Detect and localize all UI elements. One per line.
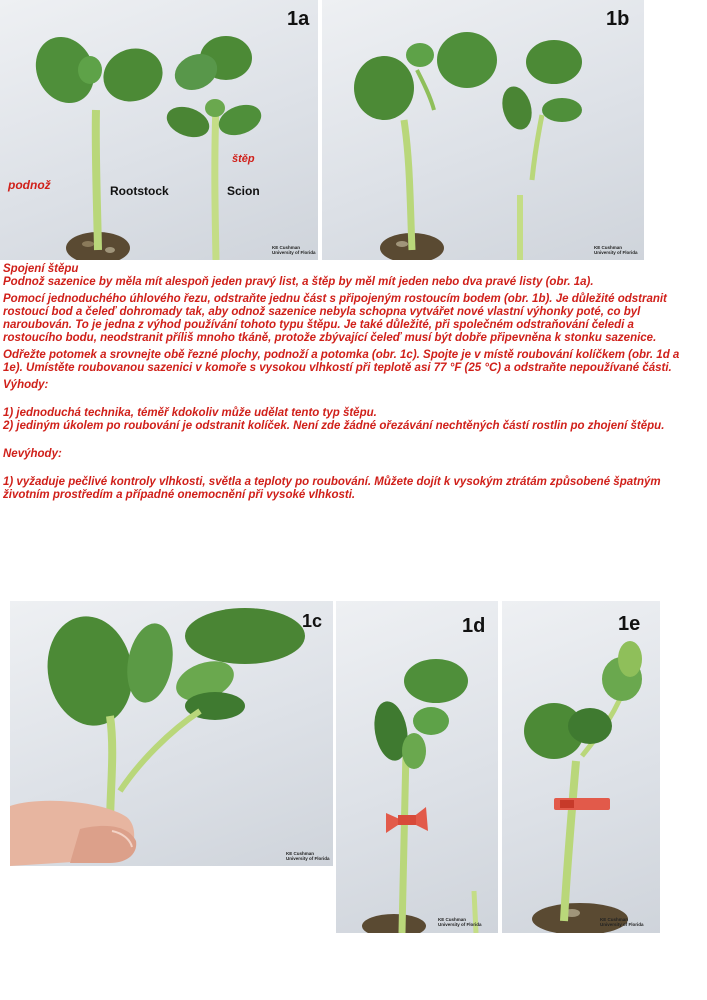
- photo-1c-label: 1c: [302, 611, 323, 631]
- scion-label-en: Scion: [227, 184, 260, 198]
- section-heading: Spojení štěpu: [3, 263, 79, 275]
- photo-1d-label: 1d: [462, 615, 486, 637]
- join-paragraph: Odřežte potomek a srovnejte obě řezné plochy, podnoží a potomka (obr. 1c). Spojte je v místě roubování kolíčkem (obr. 1d a 1e). Umístěte roubovanou sazenici v komoře s vysokou vlhkostí při teplotě asi 77 °F (25 °C) a odstraňte nepoužívané části.: [3, 349, 680, 374]
- intro-paragraph: Podnož sazenice by měla mít alespoň jeden pravý list, a štěp by měl mít jeden nebo dva pravé listy (obr. 1a).: [3, 276, 594, 288]
- cut-paragraph: Pomocí jednoduchého úhlového řezu, odstraňte jednu část s připojeným rostoucím bodem (obr. 1b). Je důležité odstranit rostoucí bod a čeleď dohromady tak, aby odnož sazenice nebyla schopna vytvářet nové vlastní výhonky poté, co byl naroubován. To je jedna z výhod používání tohoto typu štěpu. Je také důležité, při společném odstraňování čeledi a rostoucího bodu, neodstranit příliš mnoho tkáně, protože zbývající čeleď musí být dobře připevněna k stonku sazenice.: [3, 293, 667, 344]
- photo-1c-credit: KE Cushman University of Florida: [286, 851, 330, 861]
- photo-1e: [502, 601, 660, 933]
- cons-heading: Nevýhody:: [3, 448, 62, 460]
- photo-1d-credit: KE Cushman University of Florida: [438, 917, 482, 927]
- rootstock-label-cs: podnož: [8, 178, 51, 192]
- rootstock-label-en: Rootstock: [110, 184, 169, 198]
- scion-label-cs: štěp: [232, 153, 255, 165]
- photo-1e-label: 1e: [618, 613, 641, 635]
- photo-1d: [336, 601, 498, 933]
- photo-1c: [10, 601, 333, 866]
- photo-1a-label: 1a: [287, 8, 310, 30]
- pro-item-1: 1) jednoduchá technika, téměř kdokoliv může udělat tento typ štěpu.: [3, 407, 377, 419]
- photo-1b: [322, 0, 644, 260]
- photo-1b-label: 1b: [606, 8, 630, 30]
- photo-1d-grafted-seedling: [336, 601, 498, 933]
- pro-item-2: 2) jediným úkolem po roubování je odstranit kolíček. Není zde žádné ořezávání nechtěných částí rostlin po zhojení štěpu.: [3, 420, 665, 432]
- con-item-1: 1) vyžaduje pečlivé kontroly vlhkosti, světla a teploty po roubování. Můžete dojít k vysokým ztrátám způsobené špatným životním prostředím a případné onemocnění při vysoké vlhkosti.: [3, 476, 661, 501]
- photo-1b-credit: KE Cushman University of Florida: [594, 245, 638, 255]
- photo-1a: [0, 0, 318, 260]
- photo-1b-seedlings: [322, 0, 644, 260]
- photo-1c-seedling-in-hand: [10, 601, 333, 866]
- photo-1e-credit: KE Cushman University of Florida: [600, 917, 644, 927]
- instructions-text: [3, 263, 693, 506]
- photo-1a-seedlings: [0, 0, 318, 260]
- pros-heading: Výhody:: [3, 379, 49, 391]
- photo-1e-grafted-seedling: [502, 601, 660, 933]
- photo-1a-credit: KE Cushman University of Florida: [272, 245, 316, 255]
